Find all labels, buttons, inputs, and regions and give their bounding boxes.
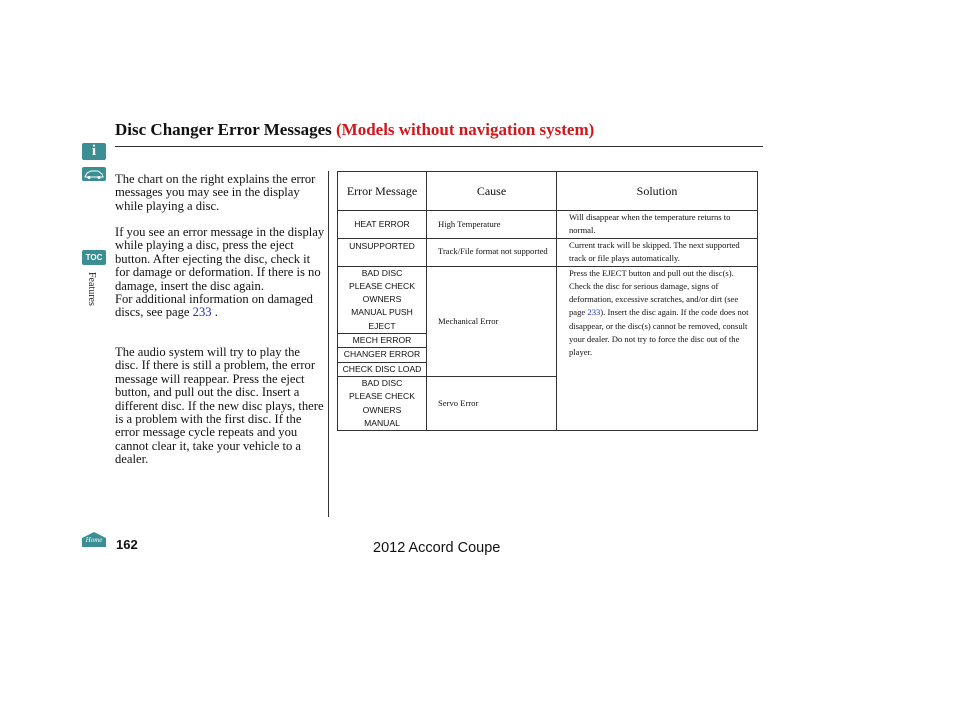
header-solution: Solution	[557, 172, 758, 211]
intro-paragraph: The chart on the right explains the error messages you may see in the display while playing a disc.	[115, 172, 316, 213]
error-table	[337, 171, 758, 431]
section-label: Features	[86, 272, 97, 306]
message-cell: CHECK DISC LOAD	[338, 362, 427, 376]
solution-cell: Current track will be skipped. The next supported track or file plays automatically.	[557, 238, 758, 266]
page-link-233[interactable]: 233	[192, 305, 212, 320]
title-divider	[115, 146, 763, 147]
page-title	[115, 120, 594, 140]
cause-cell: Track/File format not supported	[427, 238, 557, 266]
header-cause: Cause	[427, 172, 557, 211]
table-row	[338, 266, 758, 333]
cause-cell: Servo Error	[427, 376, 557, 430]
footer-model: 2012 Accord Coupe	[373, 540, 501, 556]
page-number: 162	[116, 537, 138, 552]
message-cell: CHANGER ERROR	[338, 348, 427, 362]
title-qualifier: (Models without navigation system)	[335, 120, 595, 139]
retry-paragraph: The audio system will try to play the disc. If there is still a problem, the error message will reappear. Press the eject button, and pull out the disc. Insert a different disc. If the new disc plays, there is a problem with the first disc. If the error message cycle repeats and you cannot clear it, take your vehicle to a dealer.	[115, 345, 324, 467]
eject-paragraph: If you see an error message in the display while playing a disc, press the eject button. After ejecting the disc, check it for damage or deformation. If there is no damage, insert the disc again. For additional information on damaged discs, see page 233 .	[115, 225, 325, 320]
cause-cell: Mechanical Error	[427, 266, 557, 376]
home-label: Home	[85, 536, 103, 544]
table-row	[338, 238, 758, 266]
column-divider	[328, 171, 329, 517]
cause-cell: High Temperature	[427, 211, 557, 239]
solution-cell: Press the EJECT button and pull out the disc(s). Check the disc for serious damage, signs of deformation, excessive scratches, and/or dirt (see page 233). Insert the disc again. If the code does not disappear, or the disc(s) cannot be removed, consult your dealer. Do not try to force the disc out of the player.	[557, 266, 758, 431]
message-cell: MECH ERROR	[338, 334, 427, 348]
solution-cell: Will disappear when the temperature returns to normal.	[557, 211, 758, 239]
info-icon[interactable]: i	[82, 143, 106, 160]
header-error-message: Error Message	[338, 172, 427, 211]
message-cell: BAD DISC PLEASE CHECK OWNERS MANUAL	[338, 376, 427, 430]
table-header-row	[338, 172, 758, 211]
home-icon[interactable]	[81, 531, 107, 548]
title-main: Disc Changer Error Messages	[115, 120, 332, 139]
car-icon[interactable]	[82, 167, 106, 181]
toc-icon[interactable]: TOC	[82, 250, 106, 265]
page-link-233[interactable]: 233	[587, 307, 601, 318]
table-row	[338, 211, 758, 239]
message-cell: BAD DISC PLEASE CHECK OWNERS MANUAL PUSH EJECT	[338, 266, 427, 333]
message-cell: HEAT ERROR	[338, 211, 427, 239]
message-cell: UNSUPPORTED	[338, 238, 427, 266]
